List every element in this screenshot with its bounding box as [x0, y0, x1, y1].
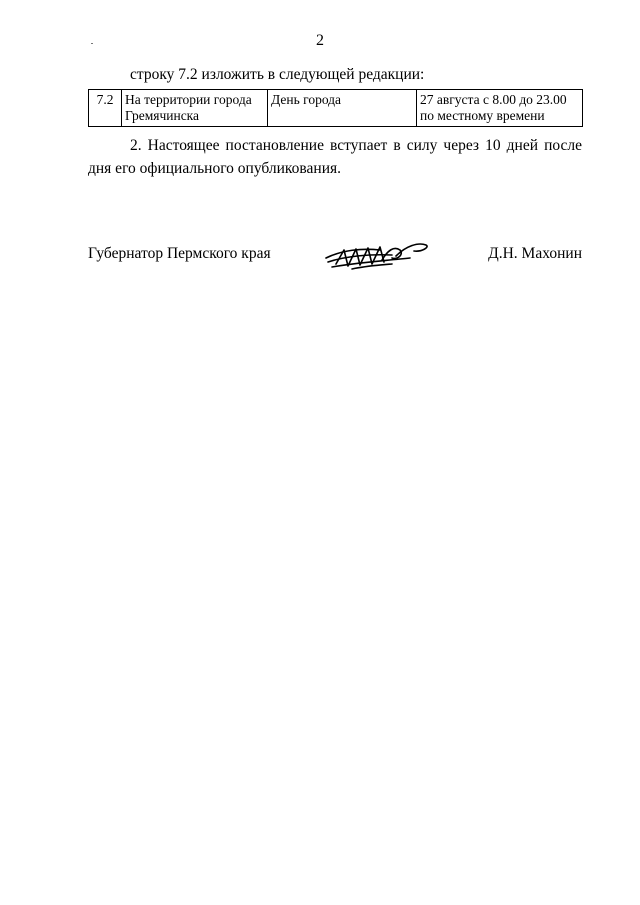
paragraph-2-line-1: 2. Настоящее постановление вступает в силу через 10 дней после — [130, 137, 582, 154]
signature-block — [88, 236, 582, 276]
signatory-name: Д.Н. Махонин — [488, 245, 582, 262]
page-number: 2 — [316, 32, 324, 49]
place-line-2: Гремячинска — [125, 108, 200, 123]
amendment-table — [88, 89, 583, 127]
signatory-position: Губернатор Пермского края — [88, 245, 271, 262]
intro-text: строку 7.2 изложить в следующей редакции: — [130, 66, 425, 83]
table-row — [89, 90, 583, 127]
paragraph-2-line-2: дня его официального опубликования. — [88, 160, 342, 177]
time-line-2: по местному времени — [420, 108, 545, 123]
paragraph-2 — [88, 134, 582, 180]
row-place-cell — [122, 90, 268, 127]
row-number-cell: 7.2 — [89, 90, 122, 127]
time-line-1: 27 августа с 8.00 до 23.00 — [420, 92, 567, 107]
row-event-cell: День города — [268, 90, 417, 127]
row-time-cell — [417, 90, 583, 127]
handwritten-signature-icon — [322, 236, 432, 272]
place-line-1: На территории города — [125, 92, 252, 107]
